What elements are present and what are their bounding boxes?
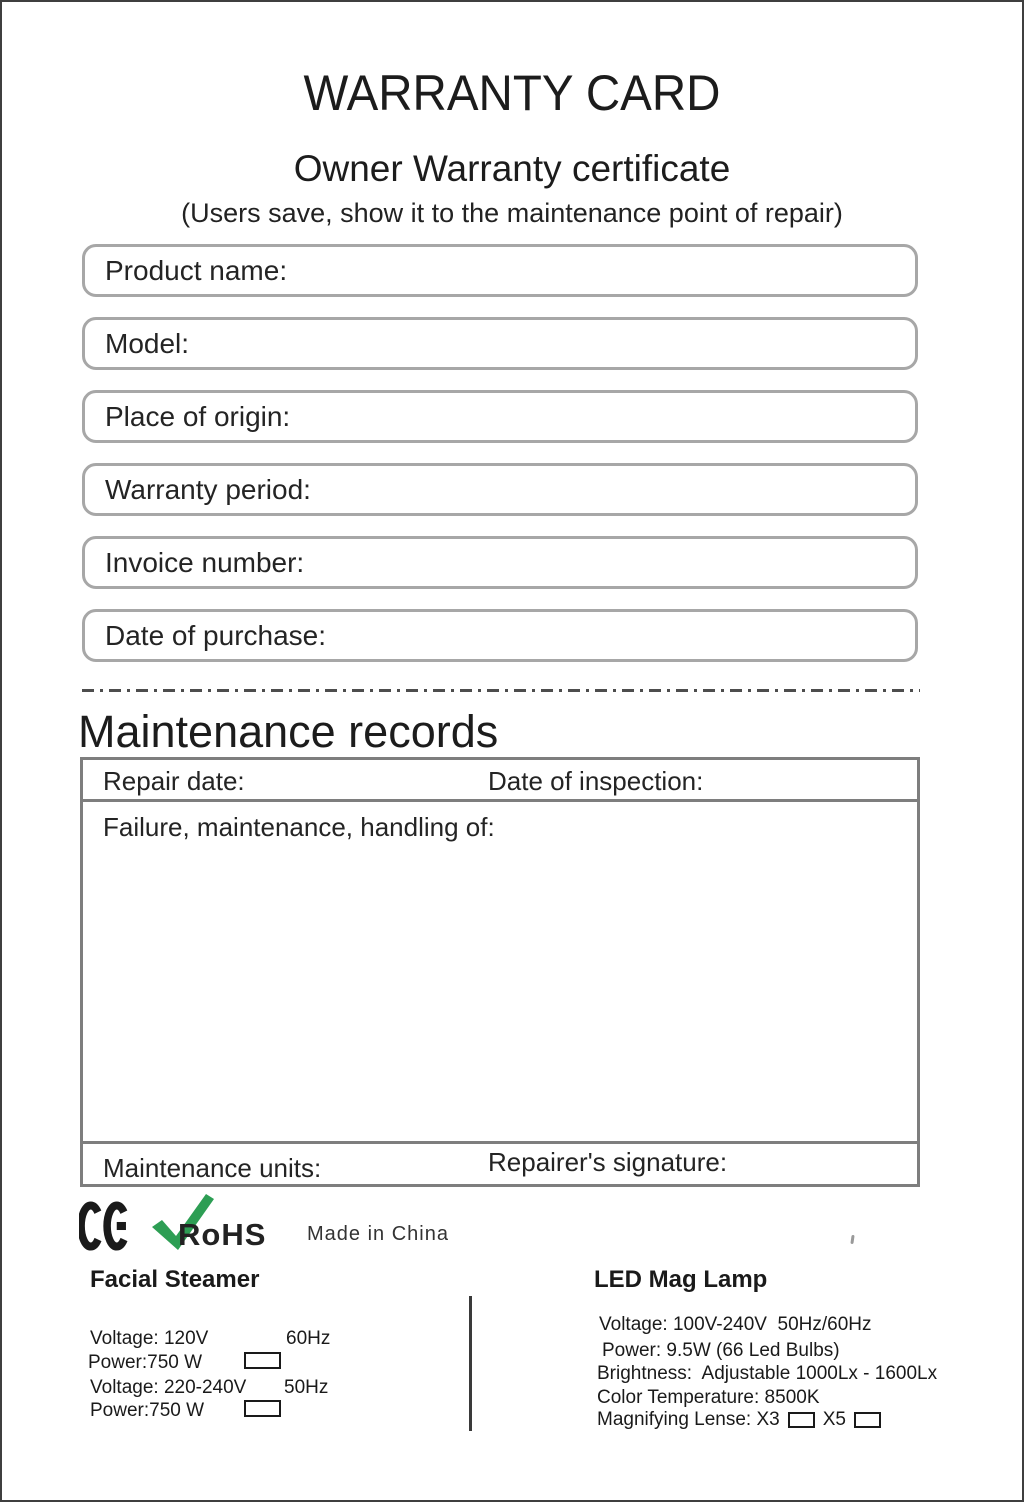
- product-name-field[interactable]: [82, 244, 918, 297]
- lamp-magnifier-x3-label: Magnifying Lense: X3: [597, 1409, 780, 1430]
- model-field[interactable]: [82, 317, 918, 370]
- cut-line-divider: [82, 689, 920, 692]
- place-of-origin-label: Place of origin:: [105, 400, 291, 432]
- warranty-period-field[interactable]: [82, 463, 918, 516]
- failure-label: Failure, maintenance, handling of:: [103, 812, 495, 842]
- lamp-magnifier-x5-label: X5: [822, 1409, 846, 1430]
- product-name-label: Product name:: [105, 254, 288, 286]
- place-of-origin-field[interactable]: [82, 390, 918, 443]
- page-title: WARRANTY CARD: [303, 65, 721, 121]
- lamp-magnifier-x5-checkbox[interactable]: [854, 1412, 881, 1428]
- repairer-signature-label: Repairer's signature:: [488, 1147, 728, 1177]
- facial-steamer-heading: Facial Steamer: [90, 1266, 260, 1293]
- date-of-purchase-label: Date of purchase:: [105, 619, 327, 651]
- fs-power-1: Power:750 W: [88, 1352, 203, 1373]
- fs-freq-1: 60Hz: [286, 1328, 331, 1349]
- usage-note: (Users save, show it to the maintenance point of repair): [181, 198, 843, 228]
- model-label: Model:: [105, 327, 190, 359]
- ce-mark-icon: [79, 1201, 131, 1251]
- invoice-number-field[interactable]: [82, 536, 918, 589]
- maintenance-heading: Maintenance records: [78, 706, 499, 757]
- owner-fields: [82, 244, 918, 682]
- column-divider: [469, 1296, 472, 1431]
- repair-date-label: Repair date:: [103, 766, 245, 796]
- fs-voltage-2: Voltage: 220-240V: [90, 1377, 247, 1398]
- stray-mark: [850, 1235, 854, 1244]
- date-of-purchase-field[interactable]: [82, 609, 918, 662]
- made-in-china-label: Made in China: [307, 1223, 449, 1245]
- led-mag-lamp-heading: LED Mag Lamp: [594, 1266, 768, 1293]
- maintenance-table: [80, 757, 920, 1187]
- lamp-magnifier-x3-checkbox[interactable]: [788, 1412, 815, 1428]
- lamp-power: Power: 9.5W (66 Led Bulbs): [602, 1340, 840, 1361]
- warranty-period-label: Warranty period:: [105, 473, 311, 505]
- inspection-date-label: Date of inspection:: [488, 766, 704, 796]
- maintenance-units-label: Maintenance units:: [103, 1153, 322, 1183]
- fs-power-2: Power:750 W: [90, 1400, 205, 1421]
- failure-notes-area[interactable]: [83, 802, 917, 1141]
- invoice-number-label: Invoice number:: [105, 546, 305, 578]
- lamp-brightness: Brightness: Adjustable 1000Lx - 1600Lx: [597, 1363, 938, 1384]
- page-subtitle: Owner Warranty certificate: [293, 148, 731, 189]
- fs-voltage-1: Voltage: 120V: [90, 1328, 209, 1349]
- lamp-color-temp: Color Temperature: 8500K: [597, 1387, 820, 1408]
- fs-power-1-checkbox[interactable]: [244, 1352, 281, 1369]
- lamp-voltage: Voltage: 100V-240V 50Hz/60Hz: [599, 1314, 872, 1335]
- rohs-label: RoHS: [178, 1217, 267, 1252]
- fs-power-2-checkbox[interactable]: [244, 1400, 281, 1417]
- fs-freq-2: 50Hz: [284, 1377, 329, 1398]
- maintenance-footer-row: [83, 1141, 917, 1181]
- lamp-magnifier-row: [597, 1409, 889, 1431]
- maintenance-header-row: [83, 760, 917, 802]
